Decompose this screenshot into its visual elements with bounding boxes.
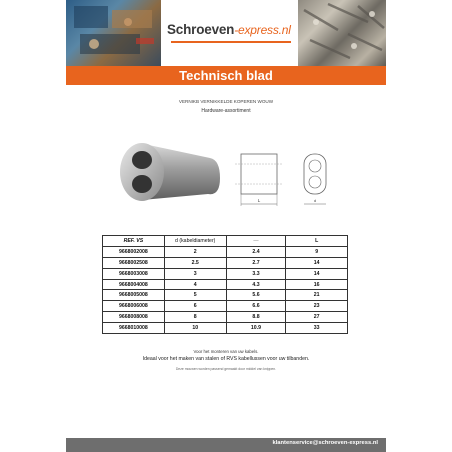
cell-length: 33: [286, 323, 348, 334]
cell-diameter: 2.5: [164, 257, 226, 268]
cell-diameter: 3: [164, 268, 226, 279]
cell-length: 14: [286, 268, 348, 279]
cell-ref: 9668008008: [103, 312, 165, 323]
cell-ref: 9668002008: [103, 246, 165, 257]
cell-ref: 9668003008: [103, 268, 165, 279]
page-title: Technisch blad: [66, 66, 386, 85]
screws-photo: [298, 0, 386, 66]
product-category: Hardware-assortiment: [201, 108, 251, 114]
cell-dimension: 3.3: [226, 268, 286, 279]
table-row: [103, 312, 348, 323]
length-label: L: [257, 198, 261, 203]
cell-length: 21: [286, 290, 348, 301]
fine-print: Deze mouwen worden passend gemaakt door middel van knippen.: [175, 367, 277, 371]
end-view-drawing: [300, 150, 330, 214]
datasheet-page: [66, 0, 386, 452]
side-view-drawing: [233, 150, 293, 214]
cell-dimension: 5.6: [226, 290, 286, 301]
cell-dimension: 2.4: [226, 246, 286, 257]
product-subtitle: VERNIKB VERNIKKELDE KOPEREN WOUW: [178, 99, 274, 104]
cell-ref: 9668005008: [103, 290, 165, 301]
cell-diameter: 2: [164, 246, 226, 257]
header-diameter: d (kabeldiameter): [164, 236, 226, 247]
table-row: [103, 268, 348, 279]
cell-length: 9: [286, 246, 348, 257]
cell-length: 27: [286, 312, 348, 323]
cell-length: 16: [286, 279, 348, 290]
header-dimension: —: [226, 236, 286, 247]
logo-swoosh: [171, 41, 291, 43]
cell-diameter: 8: [164, 312, 226, 323]
table-header-row: [103, 236, 348, 247]
table-row: [103, 290, 348, 301]
table-row: [103, 246, 348, 257]
diameter-label: d: [313, 198, 317, 203]
cell-ref: 9668010008: [103, 323, 165, 334]
brand-name: [167, 22, 291, 37]
header-ref: REF. VS: [103, 236, 165, 247]
footer: [66, 438, 386, 452]
cell-dimension: 6.6: [226, 301, 286, 312]
cell-diameter: 10: [164, 323, 226, 334]
table-row: [103, 301, 348, 312]
support-email-link[interactable]: klantenservice@schroeven-express.nl: [272, 440, 378, 446]
cell-diameter: 5: [164, 290, 226, 301]
table-row: [103, 257, 348, 268]
header-length: L: [286, 236, 348, 247]
cell-ref: 9668006008: [103, 301, 165, 312]
cell-dimension: 4.3: [226, 279, 286, 290]
table-row: [103, 323, 348, 334]
cell-ref: 9668004008: [103, 279, 165, 290]
cell-dimension: 8.8: [226, 312, 286, 323]
brand-accent: -express.nl: [234, 23, 291, 37]
brand-main: Schroeven: [167, 22, 235, 37]
cell-ref: 9668002508: [103, 257, 165, 268]
spec-table: [102, 235, 348, 334]
cell-diameter: 4: [164, 279, 226, 290]
application-note: Ideaal voor het maken van stalen of RVS kabellussen voor uw tilbanden.: [142, 356, 310, 362]
logo: [161, 0, 298, 66]
product-image: [118, 138, 222, 206]
cell-dimension: 2.7: [226, 257, 286, 268]
header: [66, 0, 386, 66]
cell-dimension: 10.9: [226, 323, 286, 334]
table-row: [103, 279, 348, 290]
usage-note: Voor het monteren van uw kabels.: [193, 349, 259, 354]
cell-diameter: 6: [164, 301, 226, 312]
tools-photo: [66, 0, 161, 66]
cell-length: 14: [286, 257, 348, 268]
cell-length: 23: [286, 301, 348, 312]
